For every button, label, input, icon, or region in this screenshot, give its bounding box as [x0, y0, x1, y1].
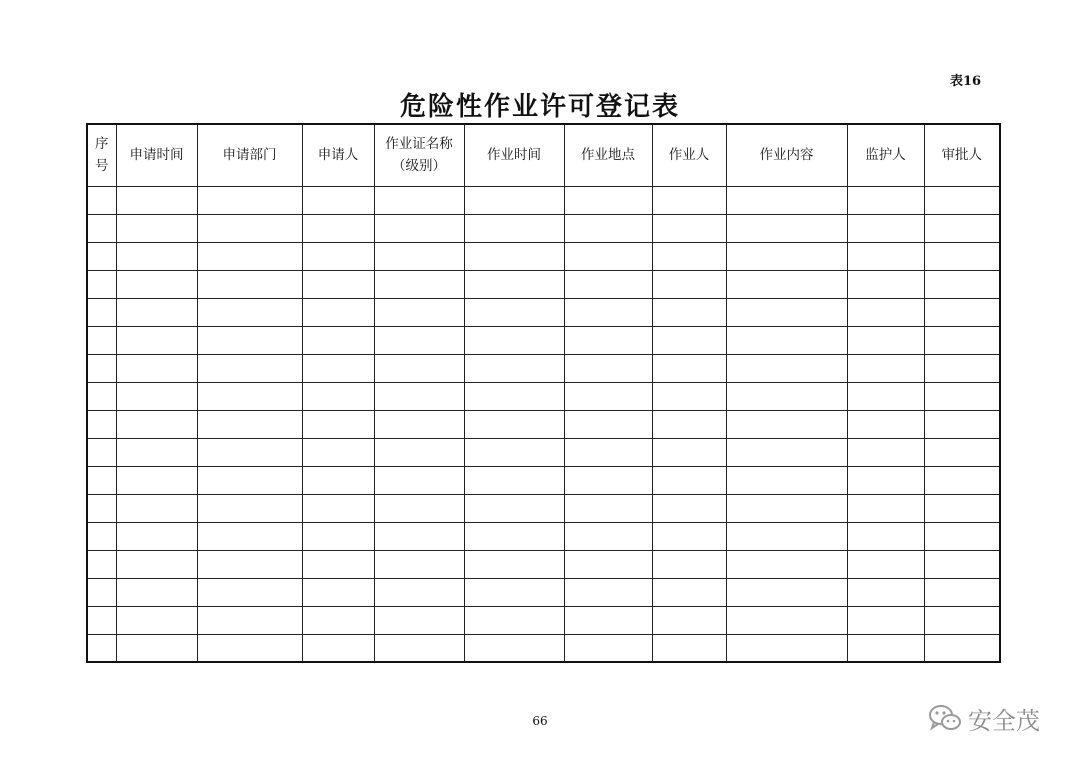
cell-permit-name[interactable] — [374, 494, 464, 522]
cell-apply-dept[interactable] — [197, 606, 302, 634]
cell-worker[interactable] — [652, 186, 726, 214]
cell-apply-dept[interactable] — [197, 494, 302, 522]
cell-apply-dept[interactable] — [197, 410, 302, 438]
cell-seq[interactable] — [87, 326, 116, 354]
cell-seq[interactable] — [87, 550, 116, 578]
cell-apply-dept[interactable] — [197, 214, 302, 242]
cell-work-time[interactable] — [464, 522, 564, 550]
cell-applicant[interactable] — [302, 578, 374, 606]
cell-applicant[interactable] — [302, 270, 374, 298]
cell-applicant[interactable] — [302, 298, 374, 326]
table-row — [87, 438, 1000, 466]
cell-apply-time[interactable] — [116, 354, 197, 382]
cell-work-time[interactable] — [464, 298, 564, 326]
header-permit-name-line1: 作业证名称 — [385, 136, 453, 153]
cell-apply-time[interactable] — [116, 242, 197, 270]
cell-seq[interactable] — [87, 606, 116, 634]
cell-permit-name[interactable] — [374, 438, 464, 466]
table-row — [87, 354, 1000, 382]
cell-work-location[interactable] — [564, 326, 652, 354]
cell-worker[interactable] — [652, 466, 726, 494]
cell-applicant[interactable] — [302, 550, 374, 578]
cell-applicant[interactable] — [302, 634, 374, 662]
cell-permit-name[interactable] — [374, 410, 464, 438]
header-applicant: 申请人 — [302, 124, 374, 186]
cell-applicant[interactable] — [302, 354, 374, 382]
cell-work-time[interactable] — [464, 634, 564, 662]
cell-work-time[interactable] — [464, 550, 564, 578]
cell-seq[interactable] — [87, 494, 116, 522]
cell-work-time[interactable] — [464, 270, 564, 298]
cell-supervisor[interactable] — [847, 550, 924, 578]
header-supervisor: 监护人 — [847, 124, 924, 186]
cell-worker[interactable] — [652, 298, 726, 326]
cell-work-time[interactable] — [464, 382, 564, 410]
cell-applicant[interactable] — [302, 186, 374, 214]
cell-work-location[interactable] — [564, 410, 652, 438]
cell-apply-dept[interactable] — [197, 242, 302, 270]
cell-permit-name[interactable] — [374, 242, 464, 270]
cell-approver[interactable] — [924, 410, 1000, 438]
cell-work-location[interactable] — [564, 466, 652, 494]
cell-worker[interactable] — [652, 606, 726, 634]
cell-permit-name[interactable] — [374, 298, 464, 326]
header-approver: 审批人 — [924, 124, 1000, 186]
cell-apply-dept[interactable] — [197, 634, 302, 662]
cell-worker[interactable] — [652, 382, 726, 410]
cell-work-location[interactable] — [564, 298, 652, 326]
cell-seq[interactable] — [87, 242, 116, 270]
header-apply-dept: 申请部门 — [197, 124, 302, 186]
table-row — [87, 466, 1000, 494]
cell-work-content[interactable] — [726, 186, 847, 214]
cell-work-time[interactable] — [464, 186, 564, 214]
cell-seq[interactable] — [87, 298, 116, 326]
cell-permit-name[interactable] — [374, 186, 464, 214]
cell-apply-dept[interactable] — [197, 186, 302, 214]
cell-apply-time[interactable] — [116, 466, 197, 494]
cell-approver[interactable] — [924, 634, 1000, 662]
cell-work-content[interactable] — [726, 634, 847, 662]
page-number: 66 — [532, 714, 548, 728]
cell-apply-time[interactable] — [116, 634, 197, 662]
cell-permit-name[interactable] — [374, 522, 464, 550]
cell-apply-dept[interactable] — [197, 382, 302, 410]
cell-approver[interactable] — [924, 382, 1000, 410]
cell-seq[interactable] — [87, 410, 116, 438]
cell-work-location[interactable] — [564, 494, 652, 522]
cell-work-content[interactable] — [726, 494, 847, 522]
cell-apply-dept[interactable] — [197, 550, 302, 578]
table-row — [87, 522, 1000, 550]
cell-work-content[interactable] — [726, 270, 847, 298]
cell-work-content[interactable] — [726, 298, 847, 326]
cell-approver[interactable] — [924, 214, 1000, 242]
cell-applicant[interactable] — [302, 242, 374, 270]
page-title: 危险性作业许可登记表 — [399, 92, 680, 122]
cell-seq[interactable] — [87, 270, 116, 298]
cell-apply-dept[interactable] — [197, 298, 302, 326]
cell-apply-dept[interactable] — [197, 270, 302, 298]
cell-permit-name[interactable] — [374, 606, 464, 634]
table-row — [87, 606, 1000, 634]
cell-apply-dept[interactable] — [197, 326, 302, 354]
cell-apply-time[interactable] — [116, 298, 197, 326]
cell-work-location[interactable] — [564, 606, 652, 634]
table-id: 表16 — [950, 74, 982, 89]
cell-approver[interactable] — [924, 550, 1000, 578]
table-row — [87, 270, 1000, 298]
wechat-icon — [928, 703, 962, 733]
cell-approver[interactable] — [924, 522, 1000, 550]
cell-apply-time[interactable] — [116, 186, 197, 214]
cell-approver[interactable] — [924, 354, 1000, 382]
cell-work-time[interactable] — [464, 242, 564, 270]
cell-work-time[interactable] — [464, 326, 564, 354]
cell-work-time[interactable] — [464, 494, 564, 522]
cell-seq[interactable] — [87, 438, 116, 466]
cell-work-time[interactable] — [464, 466, 564, 494]
cell-applicant[interactable] — [302, 438, 374, 466]
cell-supervisor[interactable] — [847, 326, 924, 354]
cell-worker[interactable] — [652, 326, 726, 354]
cell-worker[interactable] — [652, 438, 726, 466]
cell-worker[interactable] — [652, 410, 726, 438]
cell-approver[interactable] — [924, 466, 1000, 494]
cell-work-content[interactable] — [726, 466, 847, 494]
header-seq-line2: 号 — [95, 158, 109, 175]
table-row — [87, 326, 1000, 354]
cell-apply-time[interactable] — [116, 270, 197, 298]
cell-apply-time[interactable] — [116, 326, 197, 354]
cell-work-content[interactable] — [726, 438, 847, 466]
cell-apply-time[interactable] — [116, 382, 197, 410]
cell-work-location[interactable] — [564, 634, 652, 662]
cell-supervisor[interactable] — [847, 270, 924, 298]
table-row — [87, 214, 1000, 242]
cell-supervisor[interactable] — [847, 522, 924, 550]
cell-worker[interactable] — [652, 242, 726, 270]
table-body — [87, 186, 1000, 662]
header-seq — [87, 124, 116, 186]
cell-supervisor[interactable] — [847, 494, 924, 522]
cell-applicant[interactable] — [302, 522, 374, 550]
cell-supervisor[interactable] — [847, 354, 924, 382]
cell-work-content[interactable] — [726, 326, 847, 354]
cell-supervisor[interactable] — [847, 438, 924, 466]
cell-worker[interactable] — [652, 354, 726, 382]
cell-seq[interactable] — [87, 578, 116, 606]
cell-permit-name[interactable] — [374, 578, 464, 606]
cell-applicant[interactable] — [302, 382, 374, 410]
cell-applicant[interactable] — [302, 214, 374, 242]
cell-seq[interactable] — [87, 382, 116, 410]
cell-permit-name[interactable] — [374, 354, 464, 382]
cell-work-content[interactable] — [726, 410, 847, 438]
cell-work-location[interactable] — [564, 550, 652, 578]
cell-supervisor[interactable] — [847, 410, 924, 438]
cell-permit-name[interactable] — [374, 326, 464, 354]
cell-supervisor[interactable] — [847, 214, 924, 242]
header-work-time: 作业时间 — [464, 124, 564, 186]
header-row — [87, 124, 1000, 186]
header-worker: 作业人 — [652, 124, 726, 186]
cell-apply-time[interactable] — [116, 214, 197, 242]
cell-worker[interactable] — [652, 578, 726, 606]
header-work-location: 作业地点 — [564, 124, 652, 186]
cell-approver[interactable] — [924, 438, 1000, 466]
table-row — [87, 550, 1000, 578]
cell-approver[interactable] — [924, 606, 1000, 634]
cell-apply-time[interactable] — [116, 578, 197, 606]
cell-permit-name[interactable] — [374, 466, 464, 494]
cell-seq[interactable] — [87, 186, 116, 214]
cell-work-location[interactable] — [564, 214, 652, 242]
cell-apply-time[interactable] — [116, 494, 197, 522]
header-apply-time: 申请时间 — [116, 124, 197, 186]
cell-work-content[interactable] — [726, 354, 847, 382]
cell-apply-time[interactable] — [116, 606, 197, 634]
cell-seq[interactable] — [87, 214, 116, 242]
header-seq-line1: 序 — [95, 136, 109, 153]
cell-supervisor[interactable] — [847, 382, 924, 410]
cell-permit-name[interactable] — [374, 270, 464, 298]
cell-approver[interactable] — [924, 578, 1000, 606]
cell-work-time[interactable] — [464, 214, 564, 242]
cell-work-time[interactable] — [464, 438, 564, 466]
header-permit-name-line2: （级别） — [392, 158, 446, 175]
cell-work-content[interactable] — [726, 550, 847, 578]
cell-work-content[interactable] — [726, 382, 847, 410]
header-permit-name — [374, 124, 464, 186]
cell-applicant[interactable] — [302, 326, 374, 354]
cell-apply-dept[interactable] — [197, 466, 302, 494]
table-row — [87, 578, 1000, 606]
cell-applicant[interactable] — [302, 410, 374, 438]
cell-approver[interactable] — [924, 298, 1000, 326]
cell-seq[interactable] — [87, 354, 116, 382]
cell-worker[interactable] — [652, 634, 726, 662]
cell-applicant[interactable] — [302, 466, 374, 494]
cell-worker[interactable] — [652, 270, 726, 298]
cell-apply-time[interactable] — [116, 522, 197, 550]
cell-applicant[interactable] — [302, 494, 374, 522]
cell-work-content[interactable] — [726, 522, 847, 550]
table-row — [87, 242, 1000, 270]
cell-work-location[interactable] — [564, 186, 652, 214]
cell-work-time[interactable] — [464, 606, 564, 634]
cell-work-time[interactable] — [464, 578, 564, 606]
cell-seq[interactable] — [87, 466, 116, 494]
table-row — [87, 634, 1000, 662]
cell-work-content[interactable] — [726, 578, 847, 606]
cell-worker[interactable] — [652, 214, 726, 242]
cell-supervisor[interactable] — [847, 578, 924, 606]
cell-apply-time[interactable] — [116, 550, 197, 578]
cell-work-location[interactable] — [564, 578, 652, 606]
table-row — [87, 298, 1000, 326]
cell-approver[interactable] — [924, 326, 1000, 354]
cell-seq[interactable] — [87, 522, 116, 550]
cell-work-content[interactable] — [726, 606, 847, 634]
cell-supervisor[interactable] — [847, 242, 924, 270]
cell-work-time[interactable] — [464, 410, 564, 438]
watermark-text: 安全茂 — [968, 706, 1040, 735]
cell-work-location[interactable] — [564, 522, 652, 550]
cell-apply-time[interactable] — [116, 410, 197, 438]
cell-apply-dept[interactable] — [197, 578, 302, 606]
cell-work-location[interactable] — [564, 438, 652, 466]
cell-permit-name[interactable] — [374, 382, 464, 410]
cell-permit-name[interactable] — [374, 634, 464, 662]
cell-supervisor[interactable] — [847, 634, 924, 662]
table-row — [87, 382, 1000, 410]
cell-apply-dept[interactable] — [197, 354, 302, 382]
cell-work-content[interactable] — [726, 214, 847, 242]
cell-applicant[interactable] — [302, 606, 374, 634]
cell-work-location[interactable] — [564, 242, 652, 270]
cell-apply-dept[interactable] — [197, 438, 302, 466]
cell-worker[interactable] — [652, 550, 726, 578]
cell-work-content[interactable] — [726, 242, 847, 270]
cell-work-time[interactable] — [464, 354, 564, 382]
cell-worker[interactable] — [652, 522, 726, 550]
watermark — [928, 698, 1040, 738]
cell-approver[interactable] — [924, 242, 1000, 270]
table-row — [87, 410, 1000, 438]
cell-approver[interactable] — [924, 494, 1000, 522]
cell-seq[interactable] — [87, 634, 116, 662]
cell-work-location[interactable] — [564, 270, 652, 298]
cell-apply-time[interactable] — [116, 438, 197, 466]
table-row — [87, 186, 1000, 214]
cell-supervisor[interactable] — [847, 466, 924, 494]
cell-supervisor[interactable] — [847, 186, 924, 214]
cell-permit-name[interactable] — [374, 214, 464, 242]
cell-permit-name[interactable] — [374, 550, 464, 578]
cell-supervisor[interactable] — [847, 606, 924, 634]
register-table — [86, 123, 1001, 663]
cell-supervisor[interactable] — [847, 298, 924, 326]
cell-work-location[interactable] — [564, 382, 652, 410]
cell-approver[interactable] — [924, 186, 1000, 214]
cell-apply-dept[interactable] — [197, 522, 302, 550]
cell-approver[interactable] — [924, 270, 1000, 298]
cell-worker[interactable] — [652, 494, 726, 522]
table-row — [87, 494, 1000, 522]
header-work-content: 作业内容 — [726, 124, 847, 186]
cell-work-location[interactable] — [564, 354, 652, 382]
